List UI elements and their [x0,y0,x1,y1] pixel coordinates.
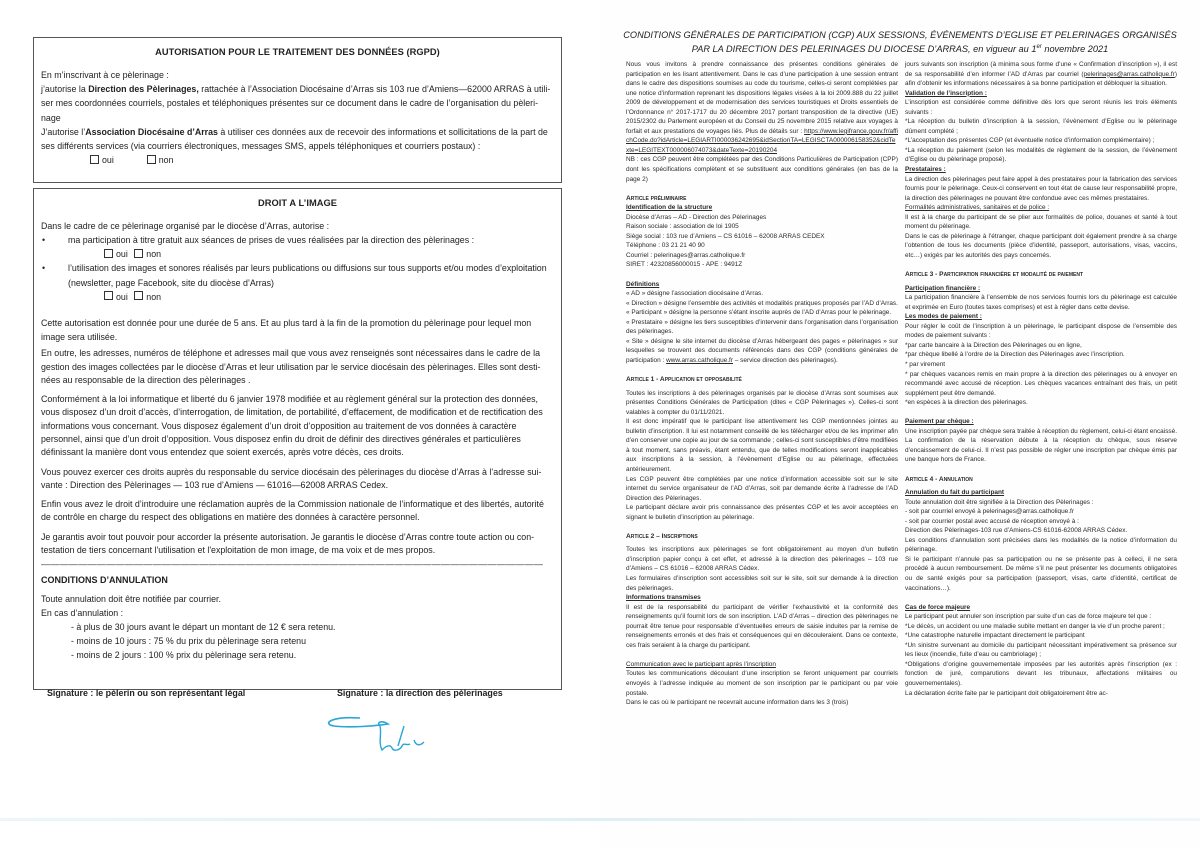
annulation-item: - soit par courriel envoyé à pelerinages@arras.catholique.fr [905,508,1074,516]
bullet-icon: • [42,263,46,274]
image-bullet-1: • ma participation à titre gratuit aux séances de prises de vues réalisées par la direction des pèlerinages : [41,233,554,247]
site-link[interactable]: www.arras.catholique.fr [666,356,733,364]
force-majeure-title: Cas de force majeure [905,603,971,611]
force-majeure-item: *Le décès, un accident ou une maladie subite mettant en danger la vie d’un proche parent ; [905,622,1165,630]
formalites-title: Formalités administratives, sanitaires et de police : [905,204,1050,212]
article-1-paragraph: Il est donc impératif que le participant lise attentivement les CGP mentionnées jointes au bulletin d’inscription. Il lui est notamment conseillé de les télécharger et/ou de les imprimer afin d’en conserver une copie au jour de sa commande ; celles-ci sont susceptibles d’être modifiées à tout moment, sans préavis, étant entendu, que de telles modifications seront inapplicables aux inscriptions à la session, à l’évènement d’Eglise ou au pèlerinage, effectuées antérieurement. [626,418,898,473]
dashed-separator: —————————————————————————————————————————————————————— [41,559,544,570]
image1-oui-checkbox[interactable] [104,249,113,258]
force-majeure-item: La déclaration écrite faite par le participant doit obligatoirement être ac- [905,689,1108,697]
article-preliminaire-title: Article préliminaire [626,194,687,202]
prestataires-title: Prestataires : [905,166,946,174]
adresses-paragraph: En outre, les adresses, numéros de téléphone et adresses mail que vous avez renseignés sont nécessaires dans le cadre de la gestion des images collectées par le diocèse d’Arras et leur utilisation par le service diocésain des pèlerinages. Elles sont destinées au responsable de la direction des pèlerinages . [41,348,541,385]
article-2-paragraph: Toutes les inscriptions aux pèlerinages se font obligatoirement au moyen d’un bulletin d’inscription papier conçu à cet effet, et adressé à la direction des pèlerinages – 103 rue d’Amiens – CS 61016 – 62008 ARRAS Cédex. [626,546,898,573]
communication-paragraph: Dans le cas où le participant ne recevrait aucune information dans les 3 (trois) [626,699,849,707]
article-1-title: Article 1 - Application et opposabilité [626,376,742,384]
signature-stroke [329,718,388,727]
droit-image-intro: Dans le cadre de ce pèlerinage organisé par le diocèse d’Arras, autorise : [41,221,330,231]
ident-line: Téléphone : 03 21 21 40 90 [626,242,705,250]
annulation-p1: Toute annulation doit être notifiée par courrier. [41,593,221,604]
validation-item: *La réception du bulletin d’inscription à la session, l’évènement d’Eglise ou le pèlerinage dûment complété ; [905,118,1177,135]
informations-paragraph: Il est de la responsabilité du participant de vérifier l’exhaustivité et la conformité des renseignements qu’il fournit lors de son inscription. L’AD d’Arras – direction des pèlerinages ne pourrait être tenue pour responsable d’éventuelles erreurs de saisie induites par la remise de renseignements erronés et des frais et conséquences qui en découleraient. Dans ce contexte, ces frais seraient à la charge du participant. [626,603,898,649]
signature-pelerin-label: Signature : le pèlerin ou son représentant légal [47,688,246,698]
image-bullet-2: • l’utilisation des images et sonores réalisés par leurs publications ou diffusions sur tous supports et/ou modes d’exploitation (newsletter, page Facebook, site du diocèse d’Arras) [41,261,554,289]
ident-line: Siège social : 103 rue d’Amiens – CS 61016 – 62008 ARRAS CEDEX [626,232,825,240]
garantie-paragraph: Je garantis avoir tout pouvoir pour accorder la présente autorisation. Je garantis le diocèse d’Arras contre toute action ou contestation de tiers concernant l'utilisation et l'exploitation de mon image, de ma voix et de mes propos. [41,531,535,556]
loi-paragraph: Conformément à la loi informatique et liberté du 6 janvier 1978 modifiée et au règlement général sur la protection des données, vous disposez d’un droit d’accès, d’interrogation, de limitation, de portabilité, d’effacement, de modification et de rectification des informations vous concernant. Vous disposez également d’un droit d’opposition au traitement de vos données à caractère personnel, ainsi que d’un droit d’opposition. Vous disposez enfin du droit de définir des directives générales et particulières définissant la manière dont vous entendez que soient exercés, après votre décès, ces droits. [41,394,543,458]
definition-item: « AD » désigne l’association diocésaine d’Arras. [626,290,764,298]
signature-stroke [380,726,424,750]
annulation-item: Direction des Pèlerinages-103 rue d’Amiens-CS 61016-62008 ARRAS Cédex. [905,527,1128,535]
image-consent-row-1: oui non [41,247,554,261]
rgpd-oui-label: oui [102,155,114,166]
mode-paiement-item: *par chèque libellé à l’ordre de la Direction des Pèlerinages avec l’inscription. [905,351,1125,359]
annulation-item: Toute annulation doit être signifiée à la Direction des Pèlerinages : [905,498,1094,506]
definition-item: « Prestataire » désigne les tiers susceptibles d’intervenir dans l’organisation dans l’organisation des pèlerinages. [626,318,898,336]
formalites-paragraph: Il est à la charge du participant de se plier aux formalités de police, douanes et santé à tout moment du pèlerinage. [905,213,1177,231]
bullet-icon: • [42,235,46,246]
validation-title: Validation de l’inscription : [905,89,987,97]
definition-item: « Site » désigne le site internet du diocèse d’Arras hébergeant des pages « pèlerinages » sur lesquelles se trouvent des documents référencés dans des CGP (conditions générales de participation : www.arras.catholique.fr – service direction des pèlerinages). [626,337,898,364]
article-2-title: Article 2 – Inscriptions [626,532,698,540]
mode-paiement-item: *par carte bancaire à la Direction des Pèlerinages ou en ligne, [905,341,1082,349]
force-majeure-item: *Un sinistre survenant au domicile du participant nécessitant impérativement sa présence sur les lieux (incendie, fuite d’eau ou cambriolage) ; [905,641,1177,659]
paiement-cheque-paragraph: Une inscription payée par chèque sera traitée à réception du règlement, celui-ci étant encaissé. La confirmation de la réservation débute à la réception du chèque, sous réserve d’encaissement de celui-ci. Il n’est pas possible de régler une inscription par chèque émis par une banque hors de France. [905,427,1177,464]
prestataires-paragraph: La direction des pèlerinages peut faire appel à des prestataires pour la fabrication des services fournis pour le pèlerinage. Ceux-ci conservent en tout état de cause leur responsabilité propre, la direction des pèlerinages ne pouvant être confondue avec ces mêmes prestataires. [905,175,1177,202]
ident-line: Raison sociale : association de loi 1905 [626,223,739,231]
droit-image-box [33,188,562,690]
direction-pelerinages-label: Direction des Pèlerinages, [88,84,199,95]
article-3-title: Article 3 - Participation financière et modalité de paiement [905,271,1084,279]
continuation-paragraph: jours suivants son inscription (à minima sous forme d’une « Confirmation d’inscription »), il est de sa responsabilité d’en informer l’AD d’Arras par courriel (pelerinages@arras.catholique.fr) afin d’obtenir les informations nécessaires à sa bonne participation et débloquer la situation. [905,61,1177,88]
droit-image-title: DROIT A L’IMAGE [257,198,338,208]
force-majeure-item: *Une catastrophe naturelle impactant directement le participant [905,632,1085,640]
right-page [600,0,1200,848]
image-consent-row-2: oui non [41,290,554,304]
page-fold-line [0,818,1200,821]
ident-line: SIRET : 42320856000015 - APE : 9491Z [626,261,743,269]
rgpd-paragraph-2: J’autorise l’Association Diocésaine d’Arras à utiliser ces données aux de recevoir des informations et sollicitations de la part de ses différents services (via courriers électroniques, messages SMS, appels téléphoniques et courriers postaux) : [41,126,548,152]
image2-oui-checkbox[interactable] [104,291,113,300]
paiement-cheque-title: Paiement par chèque : [905,418,974,426]
association-label: Association Diocésaine d’Arras [85,126,218,137]
cgp-column-2 [905,60,1177,698]
cgp-title-line-2: PAR LA DIRECTION DES PELERINAGES DU DIOCESE D’ARRAS, en vigueur au 1er novembre 2021 [691,44,1109,55]
signature-direction-label: Signature : la direction des pèlerinages [337,688,503,698]
ident-line: Diocèse d’Arras – AD - Direction des Pèlerinages [626,213,767,221]
rgpd-non-checkbox[interactable] [147,155,156,164]
duree-paragraph: Cette autorisation est donnée pour une durée de 5 ans. Et au plus tard à la fin de la promotion du pèlerinage pour lequel mon image sera utilisée. [41,317,532,343]
formalites-paragraph: Dans le cas de pèlerinage à l’étranger, chaque participant doit également prendre à sa charge l’obtention de tous les documents (pièce d’identité, passeport, autorisations, visas, vaccins, etc…) exigés par les autorités des pays concernés. [905,232,1177,259]
annulation-item: - moins de 10 jours : 75 % du prix du pèlerinage sera retenu [71,636,306,647]
annulation-item: - à plus de 30 jours avant le départ un montant de 12 € sera retenu. [71,621,336,632]
cgp-title [620,29,1180,55]
definition-item: « Participant » désigne la personne s’étant inscrite auprès de l’AD d’Arras pour le pèlerinage. [626,309,892,317]
definitions-title: Définitions [626,280,660,288]
validation-item: *L’acceptation des présentes CGP (et éventuelle notice d’information complémentaire) ; [905,137,1155,145]
modes-paiement-title: Les modes de paiement : [905,313,982,321]
legifrance-link[interactable]: https://www.legifrance.gouv.fr/affichCode.do?idArticle=LEGIARTI000036242695&idSectionTA=LEGISCTA000006158352&cidTexte=LEGITEXT000006074073&dateTexte=20190204 [626,127,898,154]
mode-paiement-item: *en espèces à la direction des pèlerinages. [905,399,1028,407]
annulation-title: CONDITIONS D’ANNULATION [41,575,168,586]
participation-financiere-paragraph: La participation financière à l’ensemble de nos services fournis lors du pèlerinage est calculée et exprimée en Euro (toutes taxes comprises) et est à régler dans cette devise. [905,294,1177,311]
rgpd-consent-row [41,153,554,167]
cgp-title-line-1: CONDITIONS GÉNÉRALES DE PARTICIPATION (CGP) AUX SESSIONS, ÉVÉNEMENTS D’EGLISE ET PELERINAGES ORGANISÉS [623,30,1177,40]
ident-line: Courriel : pelerinages@arras.catholique.fr [626,251,746,259]
annulation-item: - moins de 2 jours : 100 % prix du pèlerinage sera retenu. [71,650,297,661]
email-link[interactable]: pelerinages@arras.catholique.fr [1083,70,1175,78]
validation-item: *La réception du paiement (selon les modalités de règlement de la session, de l’évènement d’Eglise ou du pèlerinage proposé). [905,146,1177,164]
cgp-column-1 [626,60,898,708]
annulation-participant-title: Annulation du fait du participant [905,489,1005,497]
article-1-paragraph: Toutes les inscriptions à des pèlerinages organisés par le diocèse d’Arras sont soumises aux présentes Conditions Générales de Participation (dites « CGP Pèlerinages »). Celles-ci sont valables à compter du 01/11/2021. [626,389,898,416]
rgpd-intro: En m’inscrivant à ce pèlerinage : [41,70,169,80]
force-majeure-item: *Obligations d’origine gouvernementale imposées par les autorités après l’inscription (ex : fonction de juré, comparutions devant les tribunaux, affectations militaires ou gouvernementales). [905,660,1177,687]
annulation-p2: En cas d’annulation : [41,607,124,618]
communication-title: Communication avec le participant après l’inscription [626,660,776,668]
annulation-item: Si le participant n’annule pas sa participation ou ne se présente pas à celleci, il ne sera procédé à aucun remboursement. De même s’il ne peut présenter les documents obligatoires ou de santé exigés pour sa participation (passeport, visas, carte d’identité, certificat de vaccinations…). [905,555,1177,592]
rgpd-non-label: non [158,155,174,166]
validation-item: L’inscription est considérée comme définitive dès lors que seront réunis les trois éléments suivants : [905,99,1177,116]
annulation-item: - soit par courrier postal avec accusé de réception envoyé à : [905,517,1079,525]
force-majeure-item: Le participant peut annuler son inscription par suite d’un cas de force majeure tel que : [905,613,1152,621]
identification-title: Identification de la structure [626,204,713,212]
mode-paiement-item: * par chèques vacances remis en main propre à la direction des pèlerinages ou à envoyer en recommandé avec accusé de réception. Les chèques vacances entraînant des frais, un petit supplément peut être demandé. [905,370,1177,397]
communication-paragraph: Toutes les communications découlant d’une inscription se feront uniquement par courriels envoyés à l’adresse indiquée au moment de son inscription par le participant ou par voie postale. [626,670,898,697]
rgpd-paragraph-1: j’autorise la Direction des Pèlerinages, rattachée à l’Association Diocésaine d’Arras sis 103 rue d’Amiens—62000 ARRAS à utiliser mes coordonnées courriels, postales et téléphoniques présentes sur ce document dans le cadre de l’organisation du pèlerinage [41,84,551,123]
handwritten-signature [320,712,450,762]
informations-title: Informations transmises [626,594,701,602]
mode-paiement-item: * par virement [905,360,946,368]
exercer-droits-paragraph: Vous pouvez exercer ces droits auprès du responsable du service diocésain des pèlerinages du diocèse d’Arras à l’adresse suivante : Direction des Pèlerinages — 103 rue d’Amiens — 61016—62008 ARRAS Cedex. [41,466,542,490]
article-1-paragraph: Le participant déclare avoir pris connaissance des présentes CGP et les avoir acceptées en signant le bulletin d’inscription au pèlerinage. [626,504,898,521]
article-2-paragraph: Les formulaires d’inscription sont accessibles soit sur le site, soit sur demande à la direction des pèlerinages. [626,574,898,592]
image2-non-checkbox[interactable] [134,291,143,300]
cgp-intro: Nous vous invitons à prendre connaissance des présentes conditions générales de participation en les lisant attentivement. Dans le cas d’une participation à une session entrant dans le cadre des dispositions soumises au code du tourisme, celles-ci seront complétées par une notice d’information reprenant les dispositions légales visées à la loi 2009.888 du 22 juillet 2009 de développement et de modernisation des services touristiques et Droits essentiels de l’Ordonnance n° 2017-1717 du 20 décembre 2017 portant transposition de la directive (UE) 2015/2302 du Parlement européen et du Conseil du 25 novembre 2015 relative aux voyages à forfait et aux prestations de voyages liés. Plus de détails sur : https://www.legifrance.gouv.fr/affichCode.do?idArticle=LEGIARTI000036242695&idSectionTA=LEGISCTA000006158352&cidTexte=LEGITEXT000006074073&dateTexte=20190204 [626,61,898,154]
participation-financiere-title: Participation financière : [905,284,981,292]
rgpd-oui-checkbox[interactable] [90,155,99,164]
annulation-item: Les conditions d’annulation sont précisées dans les modalités de la notice d’information du pèlerinage. [905,536,1177,554]
mode-paiement-item: Pour régler le coût de l’inscription à un pèlerinage, le participant dispose de l’ensemble des modes de paiement suivants : [905,322,1177,340]
cgp-nb: NB : ces CGP peuvent être complétées par des Conditions Particulières de Participation (CPP) dont les spécifications complètent et se substituent aux conditions générales (en bas de la page 2) [626,156,898,183]
cnil-paragraph: Enfin vous avez le droit d’introduire une réclamation auprès de la Commission nationale de l’informatique et des libertés, autorité de contrôle en charge du respect des obligations en matière des données à caractère personnel. [41,499,544,523]
rgpd-title: AUTORISATION POUR LE TRAITEMENT DES DONNÉES (RGPD) [155,47,440,57]
definition-item: « Direction » désigne l’ensemble des activités et modalités pratiques proposés par l’AD d’Arras. [626,299,898,307]
rgpd-box [33,37,562,183]
article-1-paragraph: Les CGP peuvent être complétées par une notice d’information accessible soit sur le site internet du service organisateur de l’AD d’Arras, soit par demande écrite à l’adresse de l’AD Direction des Pèlerinages. [626,475,898,502]
article-4-title: Article 4 - Annulation [905,475,973,483]
image1-non-checkbox[interactable] [134,249,143,258]
